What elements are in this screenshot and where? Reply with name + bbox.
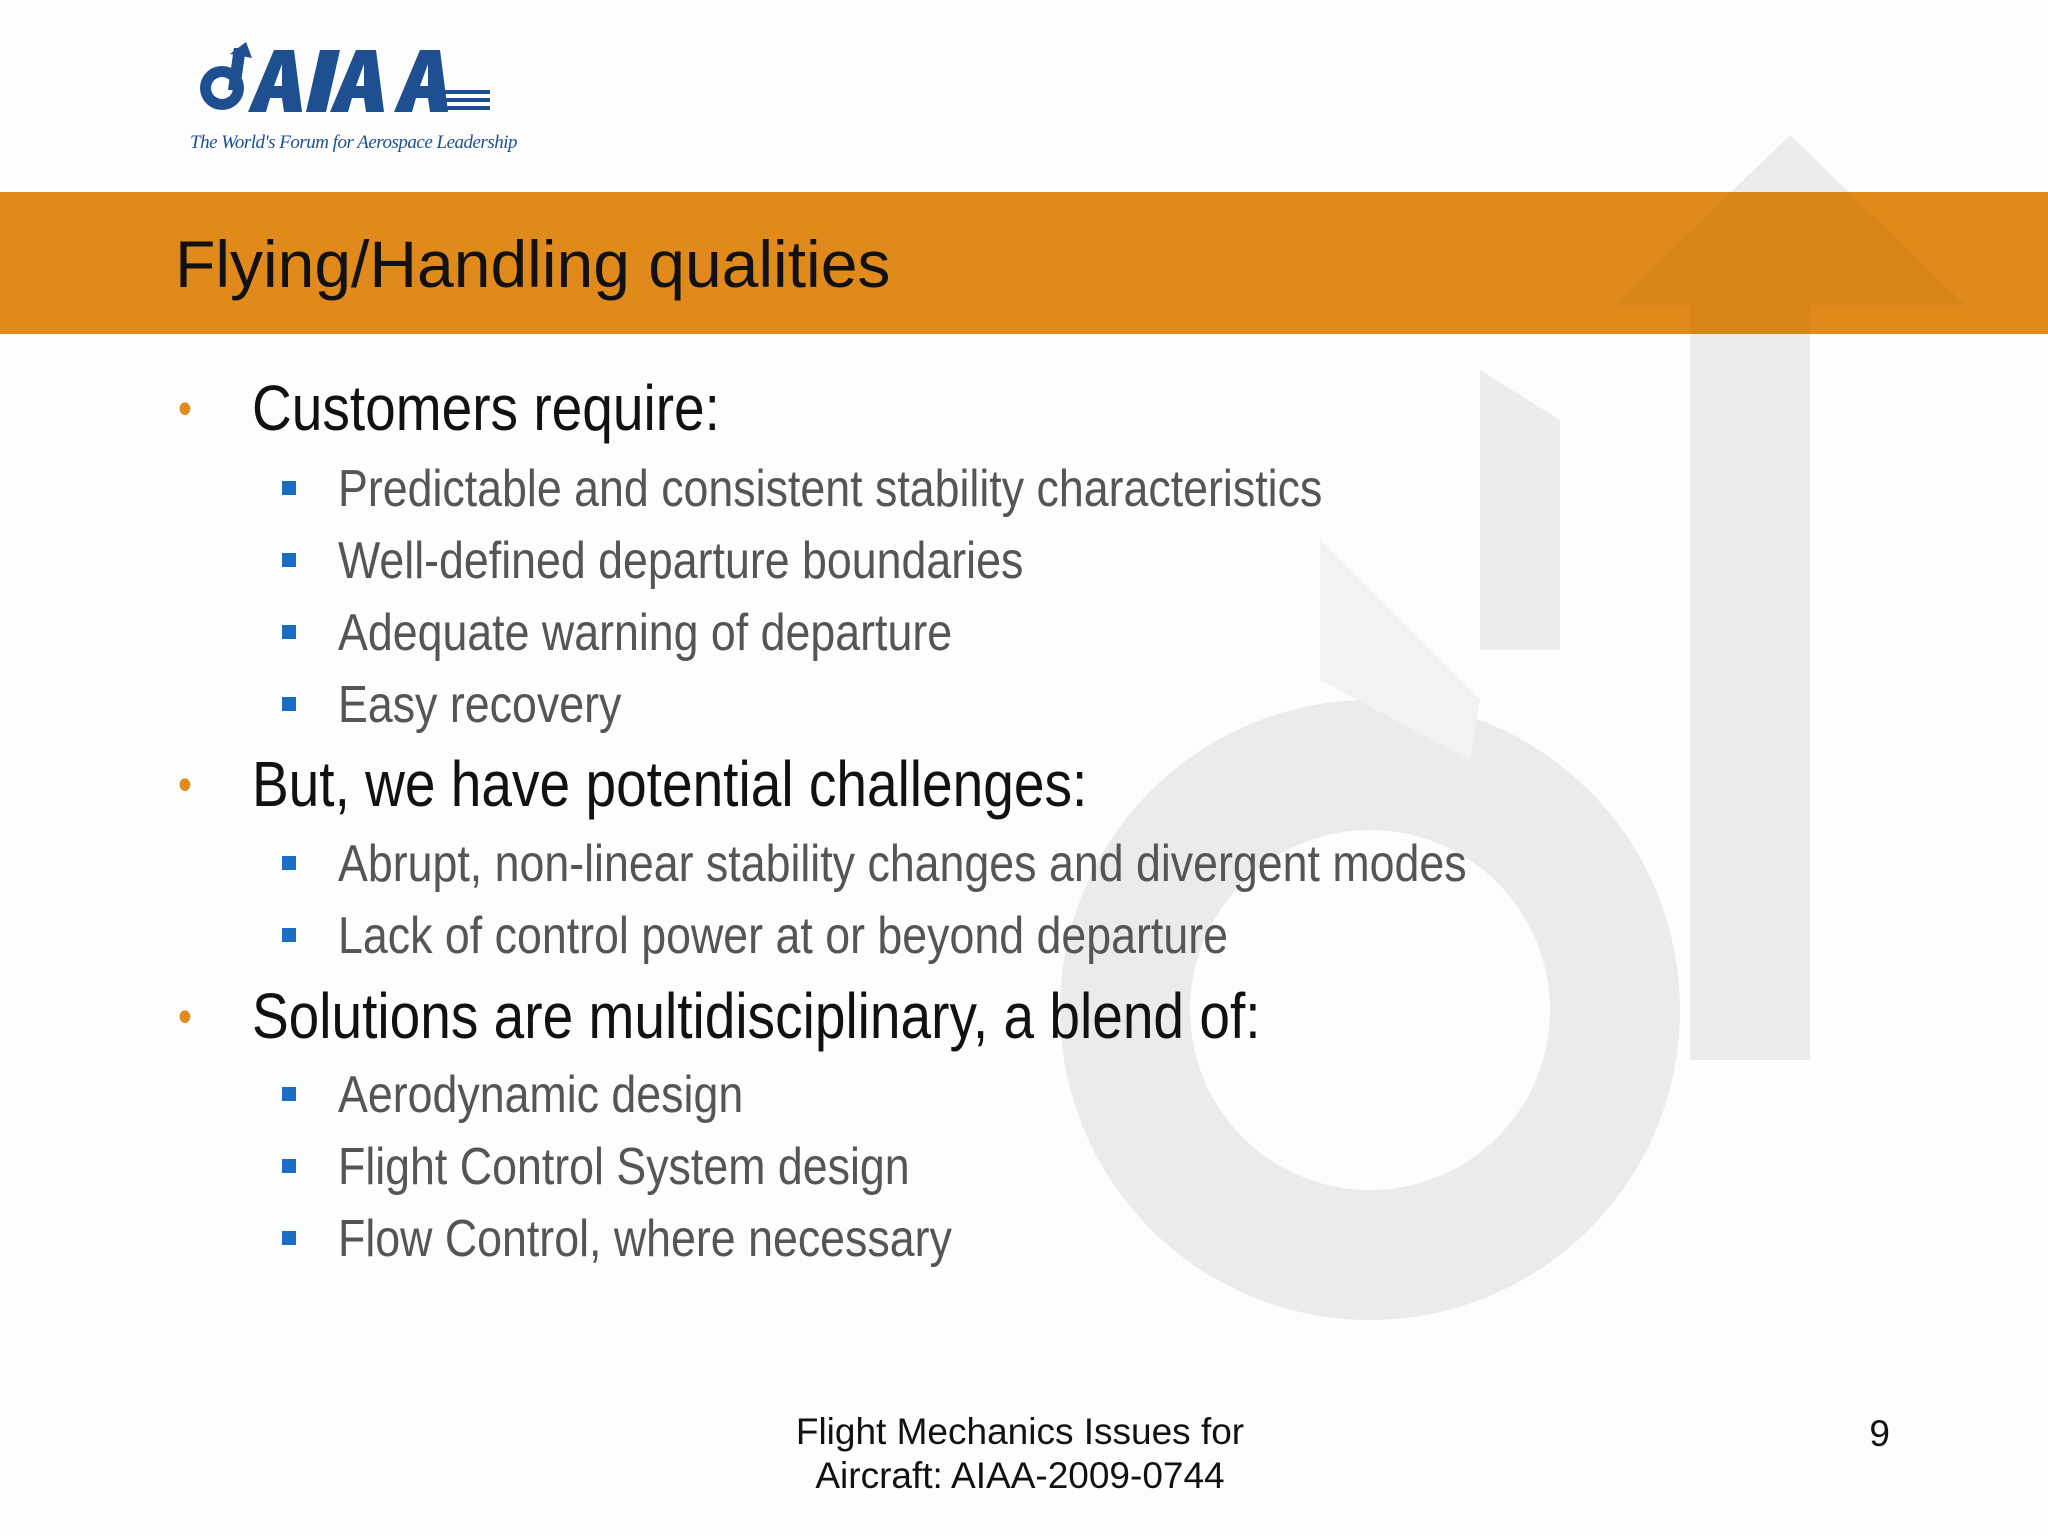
sub-bullet-text: Lack of control power at or beyond departure [338,907,1228,965]
logo-tagline: The World's Forum for Aerospace Leadership [190,132,518,153]
sub-bullet-text: Easy recovery [338,676,622,734]
sub-bullet-square-icon [282,1231,296,1245]
sub-bullet-square-icon [282,625,296,639]
bullet-dot-icon: • [178,990,192,1042]
footer-citation [700,1410,1340,1498]
bullet-text: But, we have potential challenges: [251,748,1088,820]
sub-bullet-square-icon [282,481,296,495]
sub-bullet-square-icon [282,928,296,942]
slide-title: Flying/Handling qualities [175,227,891,301]
sub-bullet-square-icon [282,1159,296,1173]
page-number: 9 [1869,1413,1890,1454]
sub-bullet-text: Aerodynamic design [338,1066,744,1124]
sub-bullet-text: Well-defined departure boundaries [338,532,1024,590]
sub-bullet-text: Abrupt, non-linear stability changes and divergent modes [338,835,1467,893]
sub-bullet-square-icon [282,1087,296,1101]
footer-line-2: Aircraft: AIAA-2009-0744 [815,1455,1225,1496]
bullet-text: Solutions are multidisciplinary, a blend of: [251,980,1261,1052]
bullet-dot-icon: • [178,758,192,810]
sub-bullet-text: Flow Control, where necessary [338,1210,952,1268]
sub-bullet-text: Predictable and consistent stability characteristics [338,460,1323,518]
sub-bullet-text: Adequate warning of departure [338,604,953,662]
sub-bullet-text: Flight Control System design [338,1138,910,1196]
sub-bullet-square-icon [282,553,296,567]
bullet-text: Customers require: [251,372,720,444]
sub-bullet-square-icon [282,697,296,711]
sub-bullet-square-icon [282,856,296,870]
bullet-dot-icon: • [178,382,192,434]
footer-line-1: Flight Mechanics Issues for [795,1411,1245,1452]
